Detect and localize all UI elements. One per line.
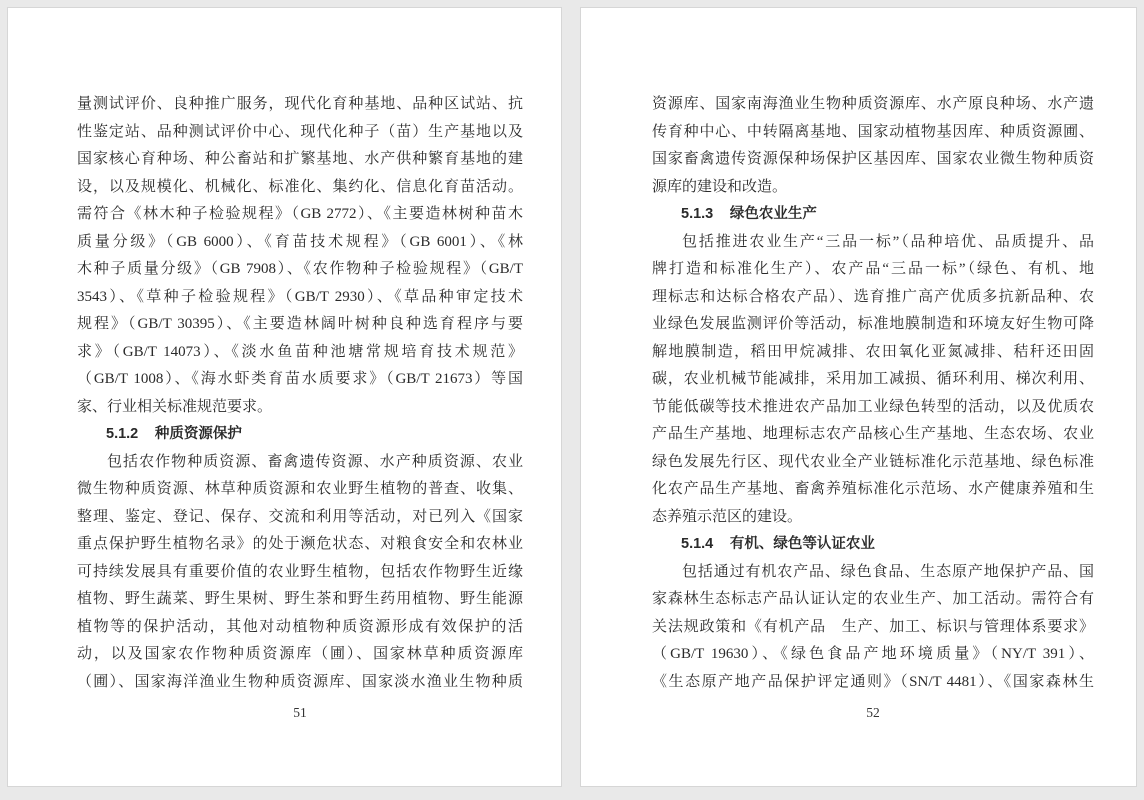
text-line: 可持续发展具有重要价值的农业野生植物，包括农作物野生近缘	[77, 563, 523, 580]
text-line: 整理、鉴定、登记、保存、交流和利用等活动，对已列入《国家	[77, 508, 523, 525]
text-line: （圃）、国家海洋渔业生物种质资源库、国家淡水渔业生物种质	[77, 673, 523, 690]
text-line: 包括通过有机农产品、绿色食品、生态原产地保护产品、国	[682, 563, 1094, 580]
document-page-right	[580, 7, 1137, 787]
text-line: 家、行业相关标准规范要求。	[77, 398, 273, 415]
text-line: 理标志和达标合格农产品）、选育推广高产优质多抗新品种、农	[652, 288, 1094, 305]
text-line: 解地膜制造，稻田甲烷减排、农田氧化亚氮减排、秸秆还田固	[652, 343, 1094, 360]
text-line: 微生物种质资源、林草种质资源和农业野生植物的普查、收集、	[77, 481, 523, 497]
page-number: 51	[293, 705, 307, 720]
text-line: 3543）、《草种子检验规程》（GB/T 2930）、《草品种审定技术	[77, 288, 523, 305]
section-number: 5.1.4	[681, 536, 714, 552]
text-line: 资源库、国家南海渔业生物种质资源库、水产原良种场、水产遗	[652, 96, 1094, 112]
text-line: 质量分级》（GB 6000）、《育苗技术规程》（GB 6001）、《林	[77, 233, 523, 250]
section-heading	[652, 201, 1094, 229]
text-line: 规程》（GB/T 30395）、《主要造林阔叶树种良种选育程序与要	[77, 316, 523, 332]
text-line: （GB/T 19630）、《绿色食品产地环境质量》（NY/T 391）、	[652, 646, 1094, 662]
text-line: 态养殖示范区的建设。	[652, 508, 803, 525]
document-page-left	[7, 7, 562, 787]
text-line: 节能低碳等技术推进农产品加工业绿色转型的活动，以及优质农	[652, 398, 1094, 415]
text-line: 设，以及规模化、机械化、标准化、集约化、信息化育苗活动。	[77, 178, 523, 195]
text-line: （GB/T 1008）、《海水虾类育苗水质要求》（GB/T 21673）等国	[77, 371, 523, 387]
text-line: 包括推进农业生产“三品一标”（品种培优、品质提升、品	[682, 233, 1094, 250]
section-heading	[77, 421, 523, 449]
text-line: 化农产品生产基地、畜禽养殖标准化示范场、水产健康养殖和生	[652, 481, 1094, 497]
text-line: 木种子质量分级》（GB 7908）、《农作物种子检验规程》（GB/T	[77, 261, 523, 277]
text-line: 关法规政策和《有机产品 生产、加工、标识与管理体系要求》	[652, 618, 1094, 635]
text-line: 求》（GB/T 14073）、《淡水鱼苗种池塘常规培育技术规范》	[77, 343, 523, 360]
section-title: 有机、绿色等认证农业	[729, 536, 875, 552]
text-line: 性鉴定站、品种测试评价中心、现代化种子（苗）生产基地以及	[77, 123, 523, 140]
section-title: 绿色农业生产	[729, 206, 817, 222]
page-right-content	[652, 91, 1094, 726]
page-number: 52	[866, 705, 880, 720]
text-line: 量测试评价、良种推广服务，现代化育种基地、品种区试站、抗	[77, 96, 523, 112]
text-line: 需符合《林木种子检验规程》（GB 2772）、《主要造林树种苗木	[77, 206, 523, 222]
text-line: 源库的建设和改造。	[652, 178, 788, 195]
text-line: 绿色发展先行区、现代农业全产业链标准化示范基地、绿色标准	[652, 453, 1094, 470]
text-line: 重点保护野生植物名录》的处于濒危状态、对粮食安全和农林业	[77, 536, 523, 552]
text-line: 包括农作物种质资源、畜禽遗传资源、水产种质资源、农业	[107, 453, 523, 470]
text-line: 植物、野生蔬菜、野生果树、野生茶和野生药用植物、野生能源	[77, 591, 523, 607]
text-line: 国家核心育种场、种公畜站和扩繁基地、水产供种繁育基地的建	[77, 151, 523, 167]
text-line: 国家畜禽遗传资源保种场保护区基因库、国家农业微生物种质资	[652, 151, 1094, 167]
text-line: 碳，农业机械节能减排，采用加工减损、循环利用、梯次利用、	[652, 371, 1094, 387]
section-heading	[652, 531, 1094, 559]
section-number: 5.1.3	[681, 206, 714, 222]
text-line: 家森林生态标志产品认证认定的农业生产、加工活动。需符合有	[652, 591, 1094, 607]
text-line: 动，以及国家农作物种质资源库（圃）、国家林草种质资源库	[77, 646, 523, 662]
text-line: 《生态原产地产品保护评定通则》（SN/T 4481）、《国家森林生	[652, 673, 1094, 690]
text-line: 传育种中心、中转隔离基地、国家动植物基因库、种质资源圃、	[652, 123, 1094, 140]
section-title: 种质资源保护	[154, 426, 242, 442]
text-line: 业绿色发展监测评价等活动，标准地膜制造和环境友好生物可降	[652, 316, 1094, 332]
page-left-content	[77, 91, 523, 726]
text-line: 牌打造和标准化生产）、农产品“三品一标”（绿色、有机、地	[652, 261, 1094, 277]
section-number: 5.1.2	[106, 426, 139, 442]
text-line: 植物等的保护活动，其他对动植物种质资源形成有效保护的活	[77, 618, 523, 635]
text-line: 产品生产基地、地理标志农产品核心生产基地、生态农场、农业	[652, 426, 1094, 442]
